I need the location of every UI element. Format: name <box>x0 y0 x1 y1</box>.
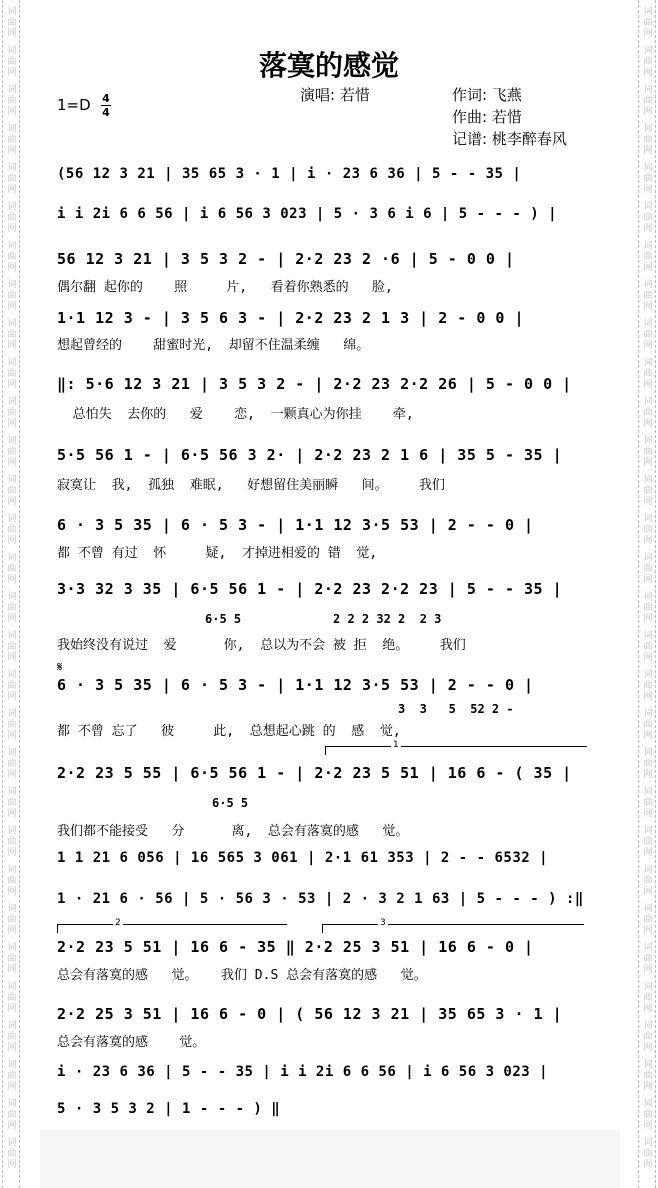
watermark-text: 词曲网 <box>641 825 652 858</box>
score-line-16: 5 · 3 5 3 2 | 1 - - - ) ‖ <box>57 1101 281 1117</box>
lyric-line-8: 我始终没有说过 爱 你, 总以为不会 被 拒 绝。 我们 <box>57 638 466 653</box>
watermark-text: 词曲网 <box>5 201 16 234</box>
watermark-text: 词曲网 <box>5 591 16 624</box>
watermark-text: 词曲网 <box>641 1098 652 1131</box>
lyric-line-6: 寂寞让 我, 孤独 难眠, 好想留住美丽瞬 间。 我们 <box>57 478 445 493</box>
watermark-text: 词曲网 <box>641 474 652 507</box>
watermark-text: 词曲网 <box>5 708 16 741</box>
watermark-text: 词曲网 <box>5 318 16 351</box>
score-line-9: 6 · 3 5 35 | 6 · 5 3 - | 1·1 12 3·5 53 | 2 - - 0 | <box>57 676 534 694</box>
song-title: 落寞的感觉 <box>258 49 399 82</box>
watermark-text: 词曲网 <box>641 318 652 351</box>
watermark-text: 词曲网 <box>5 630 16 663</box>
score-line-6: 5·5 56 1 - | 6·5 56 3 2· | 2·2 23 2 1 6 | 35 5 - 35 | <box>57 446 563 464</box>
watermark-text: 词曲网 <box>5 435 16 468</box>
volta-2-bracket <box>57 918 287 928</box>
lyric-line-9: 都 不曾 忘了 彼 此, 总想起心跳 的 感 觉, <box>57 724 401 739</box>
credits-block <box>452 84 567 150</box>
watermark-text: 词曲网 <box>5 1098 16 1131</box>
watermark-text: 词曲网 <box>641 6 652 39</box>
score-line-13: 2·2 23 5 51 | 16 6 - 35 ‖ 2·2 25 3 51 | 16 6 - 0 | <box>57 938 534 956</box>
score-line-11: 1 1 21 6 056 | 16 565 3 061 | 2·1 61 353 | 2 - - 6532 | <box>57 850 549 866</box>
score-line-1: (56 12 3 21 | 35 65 3 · 1 | i · 23 6 36 | 5 - - 35 | <box>57 166 522 182</box>
watermark-text: 词曲网 <box>5 474 16 507</box>
watermark-text: 词曲网 <box>641 84 652 117</box>
watermark-text: 词曲网 <box>5 45 16 78</box>
lyric-line-13: 总会有落寞的感 觉。 我们 D.S 总会有落寞的感 觉。 <box>57 968 427 983</box>
watermark-text: 词曲网 <box>641 123 652 156</box>
watermark-text: 词曲网 <box>5 162 16 195</box>
watermark-text: 词曲网 <box>641 708 652 741</box>
watermark-text: 词曲网 <box>5 1020 16 1053</box>
alt-notes-9: 3 3 5 52 2 - <box>398 702 514 716</box>
left-watermark-strip <box>2 0 20 1188</box>
watermark-text: 词曲网 <box>641 240 652 273</box>
watermark-text: 词曲网 <box>641 981 652 1014</box>
watermark-text: 词曲网 <box>5 981 16 1014</box>
watermark-text: 词曲网 <box>641 1020 652 1053</box>
score-line-14: 2·2 25 3 51 | 16 6 - 0 | ( 56 12 3 21 | 35 65 3 · 1 | <box>57 1005 563 1023</box>
time-signature <box>101 93 111 118</box>
watermark-text: 词曲网 <box>641 1137 652 1170</box>
key-signature: 1=D <box>57 96 91 114</box>
watermark-text: 词曲网 <box>641 201 652 234</box>
alt-notes-8b: 2 2 2 32 2 2 3 <box>333 612 442 626</box>
lyric-line-7: 都 不曾 有过 怀 疑, 才掉进相爱的 错 觉, <box>57 546 378 561</box>
lyric-line-3: 偶尔翻 起你的 照 片, 看着你熟悉的 脸, <box>57 280 393 295</box>
lyricist-credit: 作词: 飞燕 <box>452 86 522 104</box>
watermark-text: 词曲网 <box>5 396 16 429</box>
watermark-text: 词曲网 <box>641 279 652 312</box>
watermark-text: 词曲网 <box>641 357 652 390</box>
lyric-line-14: 总会有落寞的感 觉。 <box>57 1035 206 1050</box>
watermark-text: 词曲网 <box>5 942 16 975</box>
watermark-text: 词曲网 <box>641 864 652 897</box>
score-line-10: 2·2 23 5 55 | 6·5 56 1 - | 2·2 23 5 51 | 16 6 - ( 35 | <box>57 764 572 782</box>
watermark-text: 词曲网 <box>5 552 16 585</box>
watermark-text: 词曲网 <box>5 6 16 39</box>
watermark-text: 词曲网 <box>5 123 16 156</box>
watermark-text: 词曲网 <box>641 1059 652 1092</box>
watermark-text: 词曲网 <box>641 435 652 468</box>
score-line-12: 1 · 21 6 · 56 | 5 · 56 3 · 53 | 2 · 3 2 1 63 | 5 - - - ) :‖ <box>57 891 584 907</box>
composer-credit: 作曲: 若惜 <box>452 108 522 126</box>
transcriber-credit: 记谱: 桃李醉春风 <box>452 130 567 148</box>
watermark-text: 词曲网 <box>5 786 16 819</box>
watermark-text: 词曲网 <box>5 279 16 312</box>
score-line-2: i i 2i 6 6 56 | i 6 56 3 023 | 5 · 3 6 i 6 | 5 - - - ) | <box>57 206 558 222</box>
watermark-text: 词曲网 <box>641 45 652 78</box>
volta-1-number: 1 <box>393 740 399 750</box>
lyric-line-4: 想起曾经的 甜蜜时光, 却留不住温柔缠 绵。 <box>57 338 370 353</box>
watermark-text: 词曲网 <box>5 1137 16 1170</box>
score-line-15: i · 23 6 36 | 5 - - 35 | i i 2i 6 6 56 | i 6 56 3 023 | <box>57 1064 549 1080</box>
volta-1-bracket <box>325 740 587 750</box>
watermark-text: 词曲网 <box>641 942 652 975</box>
watermark-text: 词曲网 <box>5 864 16 897</box>
watermark-text: 词曲网 <box>641 669 652 702</box>
watermark-text: 词曲网 <box>5 669 16 702</box>
volta-3-number: 3 <box>380 918 386 928</box>
watermark-text: 词曲网 <box>5 747 16 780</box>
lyric-line-5: 总怕失 去你的 爱 恋, 一颗真心为你挂 牵, <box>57 407 414 422</box>
watermark-text: 词曲网 <box>641 552 652 585</box>
watermark-text: 词曲网 <box>5 1059 16 1092</box>
volta-2-number: 2 <box>115 918 121 928</box>
watermark-text: 词曲网 <box>641 630 652 663</box>
watermark-text: 词曲网 <box>641 396 652 429</box>
time-bottom: 4 <box>102 106 110 119</box>
alt-notes-8a: 6·5 5 <box>205 612 242 626</box>
alt-notes-10: 6·5 5 <box>212 796 249 810</box>
singer-credit: 演唱: 若惜 <box>300 86 370 104</box>
score-line-7: 6 · 3 5 35 | 6 · 5 3 - | 1·1 12 3·5 53 | 2 - - 0 | <box>57 516 534 534</box>
segno-sign: 𝄋 <box>57 660 63 675</box>
bottom-shading <box>40 1130 620 1188</box>
time-top: 4 <box>102 92 110 105</box>
watermark-text: 词曲网 <box>5 357 16 390</box>
watermark-text: 词曲网 <box>5 825 16 858</box>
watermark-text: 词曲网 <box>5 84 16 117</box>
right-watermark-strip <box>638 0 656 1188</box>
score-line-8: 3·3 32 3 35 | 6·5 56 1 - | 2·2 23 2·2 23 | 5 - - 35 | <box>57 580 563 598</box>
score-line-3: 56 12 3 21 | 3 5 3 2 - | 2·2 23 2 ·6 | 5 - 0 0 | <box>57 250 515 268</box>
watermark-text: 词曲网 <box>5 240 16 273</box>
watermark-text: 词曲网 <box>641 591 652 624</box>
watermark-text: 词曲网 <box>641 513 652 546</box>
lyric-line-10: 我们都不能接受 分 离, 总会有落寞的感 觉。 <box>57 824 409 839</box>
volta-3-bracket <box>322 918 584 928</box>
watermark-text: 词曲网 <box>641 786 652 819</box>
watermark-text: 词曲网 <box>5 903 16 936</box>
score-line-5: ‖: 5·6 12 3 21 | 3 5 3 2 - | 2·2 23 2·2 26 | 5 - 0 0 | <box>57 375 572 393</box>
watermark-text: 词曲网 <box>5 513 16 546</box>
watermark-text: 词曲网 <box>641 903 652 936</box>
watermark-text: 词曲网 <box>641 747 652 780</box>
watermark-text: 词曲网 <box>641 162 652 195</box>
score-line-4: 1·1 12 3 - | 3 5 6 3 - | 2·2 23 2 1 3 | 2 - 0 0 | <box>57 309 525 327</box>
